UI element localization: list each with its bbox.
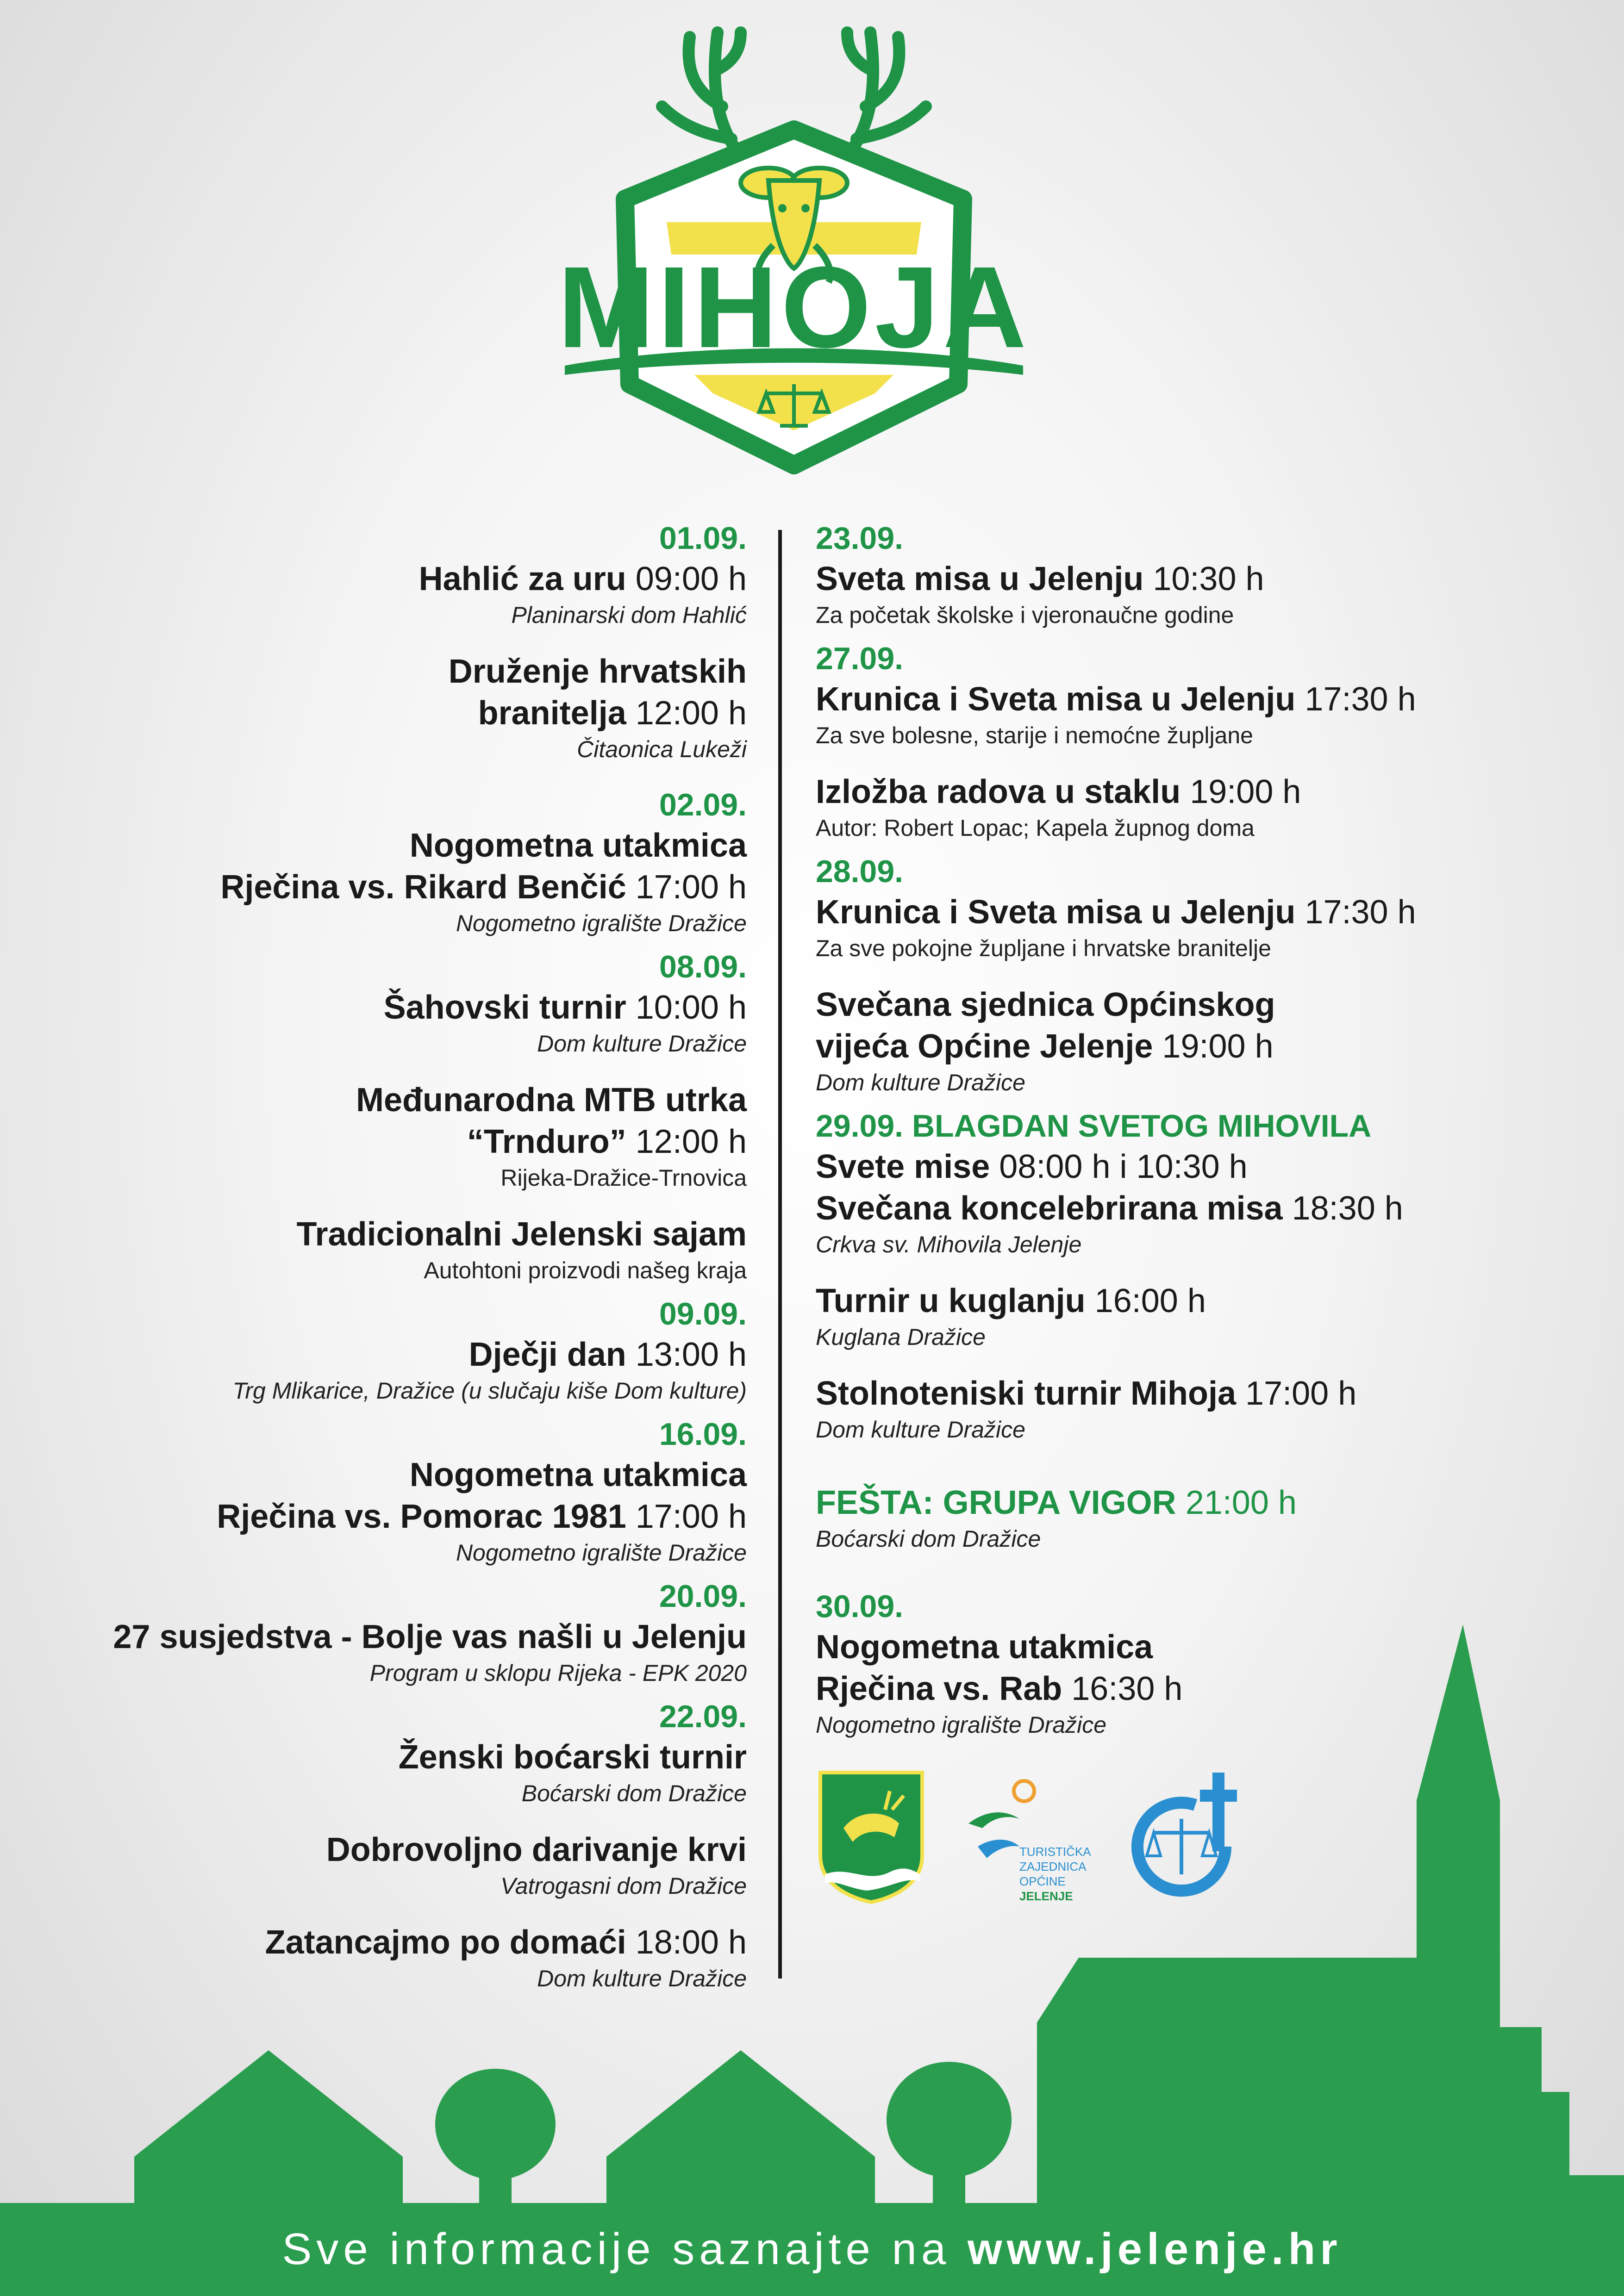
event-title: Međunarodna MTB utrka “Trnduro” 12:00 h <box>356 1082 747 1160</box>
event-venue: Čitaonica Lukeži <box>577 736 747 762</box>
event-date: 16.09. <box>659 1417 747 1452</box>
event-title: Zatancajmo po domaći 18:00 h <box>265 1924 747 1961</box>
event-title: Šahovski turnir 10:00 h <box>383 989 747 1026</box>
event-title: Izložba radova u staklu 19:00 h <box>816 773 1301 810</box>
tz-line: TURISTIČKA <box>1019 1845 1091 1859</box>
footer-info <box>0 2221 1624 2277</box>
right-column <box>816 518 1556 1740</box>
event-date: 01.09. <box>659 521 747 556</box>
event-title: Svečana sjednica Općinskog vijeća Općine Jelenje 19:00 h <box>816 986 1275 1065</box>
event-date: 22.09. <box>659 1699 747 1734</box>
event-title: Svečana koncelebrirana misa 18:30 h <box>816 1190 1403 1227</box>
event-title: Nogometna utakmica Rječina vs. Pomorac 1981 17:00 h <box>217 1456 747 1535</box>
tz-line: ZAJEDNICA <box>1019 1860 1087 1873</box>
event-title: Ženski boćarski turnir <box>398 1739 747 1776</box>
event-title: Krunica i Sveta misa u Jelenju 17:30 h <box>816 681 1416 718</box>
event-title: Krunica i Sveta misa u Jelenju 17:30 h <box>816 894 1416 931</box>
event-venue: Nogometno igralište Dražice <box>456 910 747 936</box>
event-date: 27.09. <box>816 641 904 676</box>
event-venue: Planinarski dom Hahlić <box>511 602 747 628</box>
event-venue: Program u sklopu Rijeka - EPK 2020 <box>369 1660 747 1686</box>
event-venue: Vatrogasni dom Dražice <box>500 1873 747 1899</box>
event-title: Hahlić za uru 09:00 h <box>418 560 747 597</box>
event-title: Nogometna utakmica Rječina vs. Rab 16:30 h <box>816 1629 1183 1707</box>
event-note: Za sve bolesne, starije i nemoćne župljane <box>816 722 1253 748</box>
event-venue: Dom kulture Dražice <box>816 1070 1025 1095</box>
event-venue: Boćarski dom Dražice <box>521 1780 747 1806</box>
event-venue: Dom kulture Dražice <box>537 1031 747 1057</box>
event-note: Autor: Robert Lopac; Kapela župnog doma <box>816 815 1255 841</box>
event-title: Sveta misa u Jelenju 10:30 h <box>816 560 1264 597</box>
event-note: Za sve pokojne župljane i hrvatske branitelje <box>816 935 1271 961</box>
event-venue: Boćarski dom Dražice <box>816 1526 1041 1552</box>
town-silhouette <box>0 1611 1624 2296</box>
event-note: Za početak školske i vjeronaučne godine <box>816 602 1234 628</box>
event-venue: Dom kulture Dražice <box>537 1966 747 1991</box>
event-title: Turnir u kuglanju 16:00 h <box>816 1282 1206 1319</box>
tz-line: JELENJE <box>1019 1889 1073 1903</box>
event-note: Autohtoni proizvodi našeg kraja <box>424 1257 747 1283</box>
event-title-festa: FEŠTA: GRUPA VIGOR 21:00 h <box>816 1484 1297 1521</box>
event-venue: Dom kulture Dražice <box>816 1417 1025 1443</box>
event-venue: Kuglana Dražice <box>816 1324 986 1350</box>
event-venue: Trg Mlikarice, Dražice (u slučaju kiše Dom kulture) <box>232 1378 747 1404</box>
tz-line: OPĆINE <box>1019 1874 1066 1888</box>
event-date: 28.09. <box>816 854 904 889</box>
event-title: Druženje hrvatskih branitelja 12:00 h <box>448 653 747 732</box>
event-title: Dječji dan 13:00 h <box>468 1336 747 1373</box>
event-date: 23.09. <box>816 521 904 556</box>
event-date-feast: 29.09. BLAGDAN SVETOG MIHOVILA <box>816 1108 1372 1144</box>
event-note: Rijeka-Dražice-Trnovica <box>500 1165 747 1191</box>
mihoja-logo <box>556 23 1032 477</box>
event-date: 08.09. <box>659 949 747 984</box>
logo-name: MIHOJA <box>557 243 1031 372</box>
event-venue: Crkva sv. Mihovila Jelenje <box>816 1232 1082 1257</box>
event-date: 20.09. <box>659 1579 747 1614</box>
event-title: Dobrovoljno darivanje krvi <box>326 1831 747 1868</box>
event-title: Nogometna utakmica Rječina vs. Rikard Benčić 17:00 h <box>220 827 747 906</box>
event-title: Stolnoteniski turnir Mihoja 17:00 h <box>816 1375 1357 1412</box>
event-title: Svete mise 08:00 h i 10:30 h <box>816 1148 1248 1185</box>
event-date: 02.09. <box>659 787 747 822</box>
website-link[interactable]: www.jelenje.hr <box>967 2224 1342 2274</box>
event-date: 09.09. <box>659 1296 747 1332</box>
event-title: Tradicionalni Jelenski sajam <box>296 1216 747 1253</box>
event-date: 30.09. <box>816 1589 904 1624</box>
event-venue: Nogometno igralište Dražice <box>816 1712 1107 1738</box>
footer-prefix: Sve informacije saznajte na <box>282 2224 951 2274</box>
event-title: 27 susjedstva - Bolje vas našli u Jelenju <box>113 1618 747 1655</box>
event-venue: Nogometno igralište Dražice <box>456 1540 747 1566</box>
